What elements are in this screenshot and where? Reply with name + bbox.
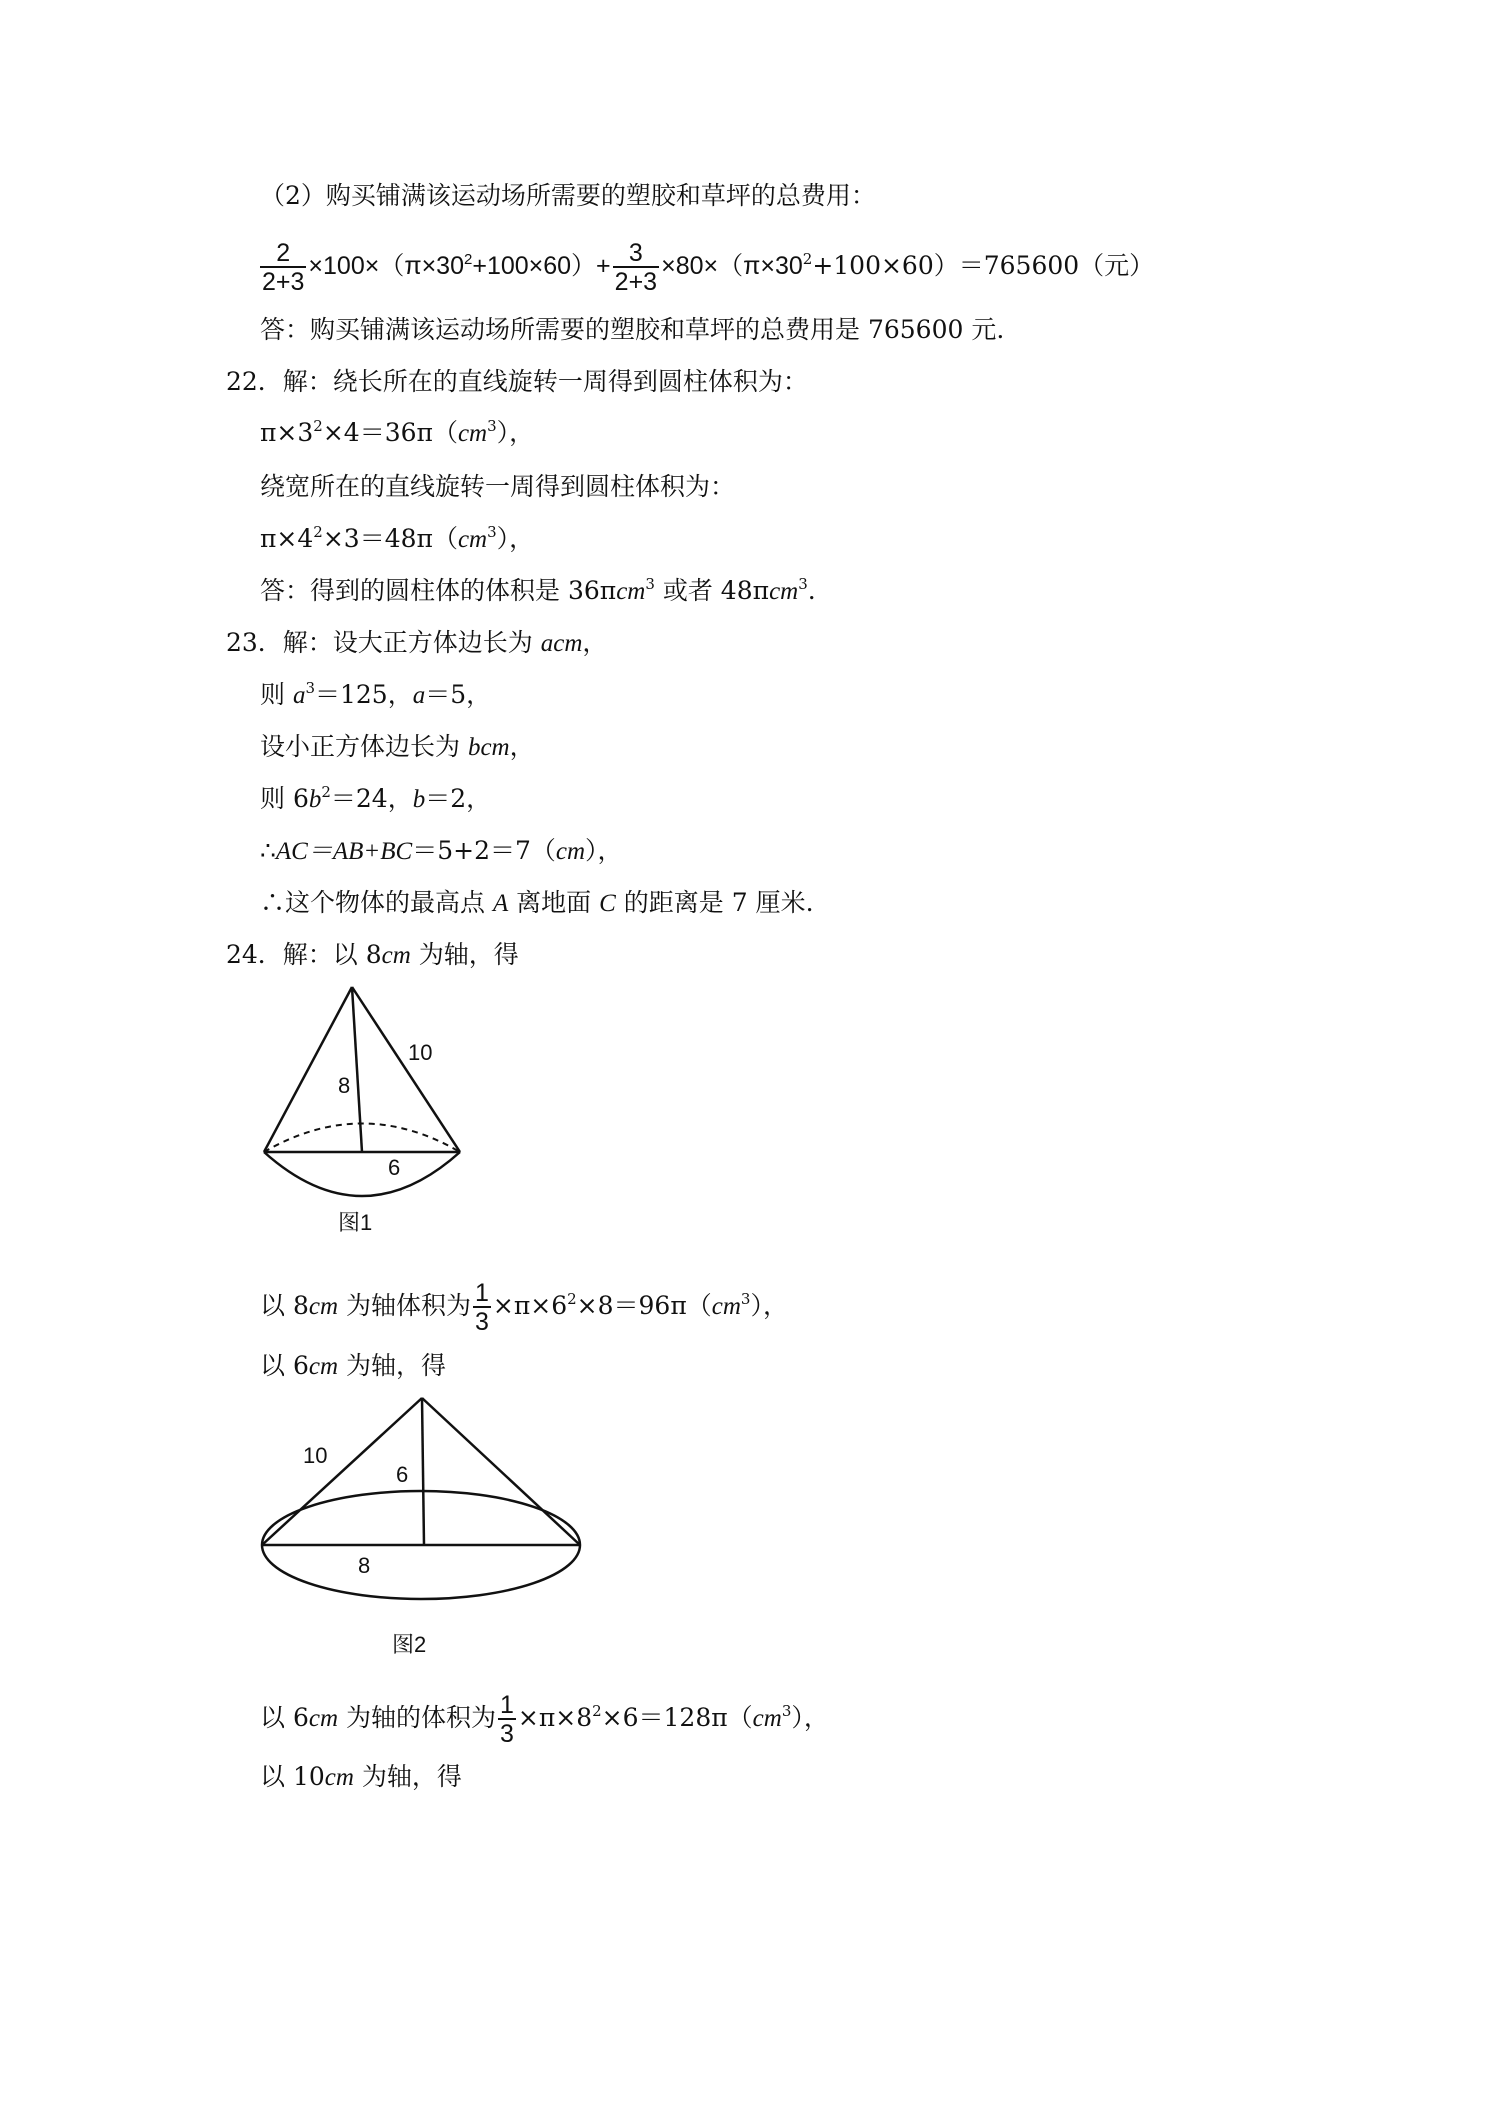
text-part: 设小正方体边长为	[260, 732, 468, 761]
q24-axis-6	[260, 1351, 446, 1382]
exponent: 2	[592, 1702, 602, 1720]
q23-conclusion	[260, 888, 814, 919]
q21-answer: 答：购买铺满该运动场所需要的塑胶和草坪的总费用是 765600 元.	[260, 315, 1005, 344]
q24-volume-2	[260, 1688, 829, 1749]
unit: cm	[711, 1293, 741, 1320]
cone-slant-edge	[352, 987, 460, 1152]
exponent: 2	[567, 1290, 577, 1308]
text-part: 23．解：设大正方体边长为	[226, 628, 541, 657]
unit: cm	[752, 1705, 782, 1732]
text-part: 为轴的体积为	[338, 1703, 496, 1732]
exponent: 3	[487, 523, 497, 541]
point-label: C	[599, 890, 616, 917]
exponent: 3	[305, 679, 315, 697]
variable: bcm	[467, 734, 510, 761]
unit: cm	[616, 578, 646, 605]
unit: cm	[555, 838, 586, 865]
text-part: 答：得到的圆柱体的体积是 36π	[260, 576, 617, 605]
exponent: 3	[487, 417, 497, 435]
text-part: 以 10	[260, 1762, 325, 1791]
fraction-numerator: 2	[276, 238, 291, 267]
text-part: ∴这个物体的最高点	[260, 888, 493, 917]
text-part: 则 6	[260, 784, 309, 813]
formula-part: +100×60）＝765600（元）	[812, 251, 1155, 280]
exponent: 2	[313, 417, 323, 435]
text-part: ×π×8	[517, 1703, 593, 1732]
label-slant: 10	[303, 1443, 328, 1468]
cone-diagram-2	[258, 1390, 593, 1670]
formula-part: +100×60）+	[472, 252, 611, 280]
point-label: A	[492, 890, 509, 917]
cone-height-line	[422, 1398, 424, 1545]
text-part: 24．解：以 8	[226, 940, 382, 969]
text-part: ），	[750, 1291, 788, 1320]
text-part: 的距离是 7 厘米.	[615, 888, 814, 917]
text-part: ），	[585, 836, 623, 865]
exponent: 3	[781, 1702, 792, 1720]
fraction-denominator: 2+3	[262, 267, 305, 296]
text-part: ＝5+2＝7（	[412, 836, 556, 865]
label-radius: 8	[358, 1553, 371, 1578]
unit: cm	[769, 578, 799, 605]
unit: cm	[308, 1353, 339, 1380]
text-part: π×3	[260, 418, 314, 447]
variable: b	[308, 786, 322, 813]
text-part: ），	[496, 524, 535, 553]
text-part: 以 6	[260, 1351, 309, 1380]
exponent: 2	[313, 523, 323, 541]
q22-answer	[260, 576, 816, 607]
text-part: ），	[496, 418, 535, 447]
q23-line-2	[260, 680, 491, 711]
label-radius: 6	[388, 1155, 401, 1180]
text-part: ×π×6	[492, 1291, 568, 1320]
exponent: 3	[645, 575, 655, 593]
q23-line-4	[260, 784, 491, 815]
exponent: 2	[802, 250, 813, 268]
unit: cm	[324, 1764, 354, 1791]
q23-line-5	[260, 836, 623, 867]
text-part: ，	[582, 628, 608, 657]
cone-height-line	[352, 987, 362, 1152]
text-part: ＝2，	[425, 784, 492, 813]
text-part: 则	[260, 680, 293, 709]
text-part: 以 6	[260, 1703, 309, 1732]
q24-axis-10	[260, 1762, 462, 1793]
exponent: 2	[464, 251, 473, 268]
fraction-denominator: 3	[499, 1719, 514, 1748]
fraction-denominator: 3	[474, 1307, 489, 1336]
text-part: 离地面	[508, 888, 600, 917]
therefore-symbol: ∴	[260, 836, 276, 865]
formula-part: ×100×（π×30	[308, 252, 464, 280]
unit: cm	[308, 1705, 339, 1732]
variable: acm	[540, 630, 583, 657]
fraction-numerator: 3	[628, 238, 643, 267]
label-slant: 10	[408, 1040, 433, 1065]
base-front-arc	[264, 1152, 460, 1196]
exponent: 3	[740, 1290, 751, 1308]
variable: a	[412, 682, 426, 709]
text-part: ＝5，	[425, 680, 492, 709]
label-height: 8	[338, 1073, 351, 1098]
formula-part: ×80×（π×30	[661, 252, 803, 280]
text-part: ×8＝96π（	[576, 1291, 712, 1320]
unit: cm	[457, 526, 488, 553]
q24-heading	[226, 940, 519, 971]
fraction-numerator: 1	[474, 1278, 489, 1307]
text-part: 为轴体积为	[338, 1291, 471, 1320]
text-part: ＝125，	[315, 680, 413, 709]
q21-part2-heading: （2）购买铺满该运动场所需要的塑胶和草坪的总费用：	[260, 181, 876, 210]
q22-calc-2	[260, 524, 534, 555]
q22-line-2: 绕宽所在的直线旋转一周得到圆柱体积为：	[260, 472, 736, 501]
text-part: 或者 48π	[662, 576, 770, 605]
cone-diagram-1	[258, 985, 468, 1245]
fraction-denominator: 2+3	[614, 267, 658, 296]
unit: cm	[381, 942, 411, 969]
variable: b	[412, 786, 426, 813]
text-part: π×4	[260, 524, 314, 553]
variable: a	[292, 682, 306, 709]
text-part: ×3＝48π（	[322, 524, 458, 553]
text-part: 以 8	[260, 1291, 309, 1320]
text-part: 为轴，得	[338, 1351, 446, 1380]
unit: cm	[457, 420, 488, 447]
equation: AC＝AB+BC	[275, 838, 413, 865]
fraction-numerator: 1	[499, 1690, 514, 1719]
figure-1-cone	[258, 985, 468, 1245]
text-part: ，	[509, 732, 535, 761]
cone-right-edge	[422, 1398, 580, 1545]
q23-heading	[226, 628, 607, 659]
figure-caption: 图2	[392, 1632, 427, 1657]
text-part: ×6＝128π（	[601, 1703, 753, 1732]
q22-heading: 22．解：绕长所在的直线旋转一周得到圆柱体积为：	[226, 367, 808, 396]
text-part: .	[807, 576, 816, 605]
fraction-1-over-3	[473, 1278, 491, 1336]
fraction-1-over-3	[498, 1690, 516, 1748]
q21-cost-formula	[258, 236, 1154, 296]
fraction-3-over-5	[613, 238, 659, 296]
fraction-2-over-5	[260, 238, 306, 296]
text-part: ＝24，	[330, 784, 413, 813]
figure-2-cone	[258, 1390, 593, 1670]
label-height: 6	[396, 1462, 409, 1487]
text-part: ×4＝36π（	[322, 418, 458, 447]
text-part: 为轴，得	[410, 940, 519, 969]
exponent: 2	[321, 783, 331, 801]
cone-left-edge	[264, 987, 352, 1152]
exponent: 3	[798, 575, 808, 593]
unit: cm	[308, 1293, 339, 1320]
text-part: ），	[791, 1703, 829, 1732]
q23-line-3	[260, 732, 535, 763]
q24-volume-1	[260, 1276, 788, 1337]
figure-caption: 图1	[338, 1210, 373, 1235]
text-part: 为轴，得	[353, 1762, 462, 1791]
q22-calc-1	[260, 418, 534, 449]
